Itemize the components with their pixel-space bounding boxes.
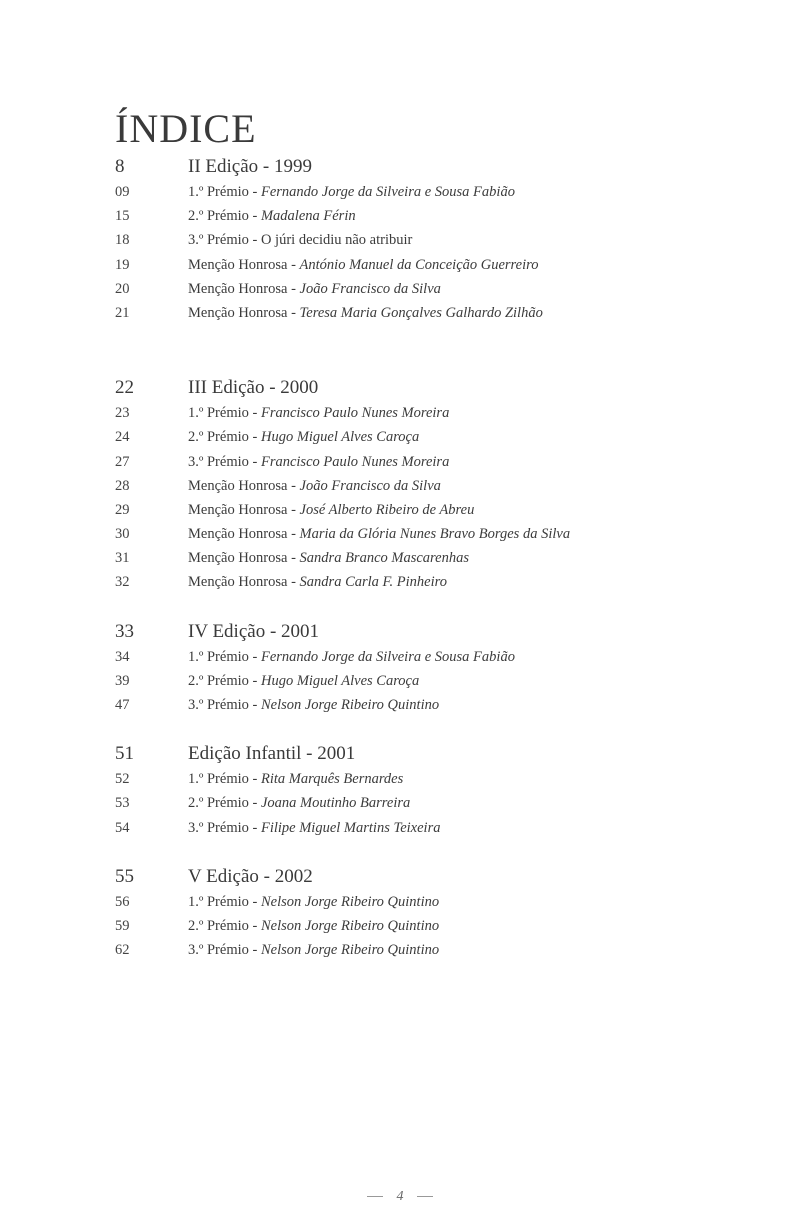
entry-author-name: Nelson Jorge Ribeiro Quintino xyxy=(260,942,440,959)
entry-author-name: Nelson Jorge Ribeiro Quintino xyxy=(260,697,440,713)
entry-text xyxy=(188,942,439,959)
entry-page-number: 32 xyxy=(115,574,130,591)
toc-entry[interactable] xyxy=(115,795,735,819)
toc-section xyxy=(115,377,735,599)
entry-text xyxy=(188,574,447,591)
entry-page-number: 34 xyxy=(115,648,130,665)
entry-award-label: 2.º Prémio - xyxy=(188,429,261,446)
toc-entry[interactable] xyxy=(115,184,735,208)
entry-award-label: 3.º Prémio - O júri decidiu não atribuir xyxy=(188,232,413,249)
entry-text xyxy=(188,208,356,225)
entry-award-label: 3.º Prémio - xyxy=(188,942,261,959)
entry-page-number: 59 xyxy=(115,917,130,934)
entry-author-name: Teresa Maria Gonçalves Galhardo Zilhão xyxy=(299,304,543,321)
toc-entry[interactable] xyxy=(115,257,735,281)
entry-author-name: Nelson Jorge Ribeiro Quintino xyxy=(260,917,440,934)
entry-text xyxy=(188,232,412,249)
entry-page-number: 28 xyxy=(115,477,130,494)
section-heading[interactable] xyxy=(115,743,735,771)
entry-text xyxy=(188,894,439,911)
page-footer xyxy=(0,1189,800,1205)
entry-page-number: 20 xyxy=(115,280,130,297)
section-heading[interactable] xyxy=(115,621,735,649)
section-spacer xyxy=(115,599,735,621)
toc-entry[interactable] xyxy=(115,942,735,966)
entry-award-label: 2.º Prémio - xyxy=(188,917,261,934)
entry-award-label: 1.º Prémio - xyxy=(188,405,261,422)
entry-text xyxy=(188,697,439,714)
entry-author-name: Hugo Miguel Alves Caroça xyxy=(260,429,420,446)
entry-text xyxy=(188,918,439,935)
footer-dash-right xyxy=(417,1196,433,1197)
entry-award-label: Menção Honrosa - xyxy=(188,256,300,273)
toc-entry[interactable] xyxy=(115,550,735,574)
section-page-number: 51 xyxy=(115,743,134,765)
entry-page-number: 24 xyxy=(115,429,130,446)
entry-award-label: 1.º Prémio - xyxy=(188,648,261,665)
page-title: ÍNDICE xyxy=(115,105,257,151)
entry-award-label: 1.º Prémio - xyxy=(188,184,261,200)
toc-entry[interactable] xyxy=(115,208,735,232)
entry-author-name: Sandra Carla F. Pinheiro xyxy=(299,574,447,591)
entry-page-number: 62 xyxy=(115,942,130,959)
entry-text xyxy=(188,454,449,471)
entry-author-name: Rita Marquês Bernardes xyxy=(260,771,404,788)
entry-author-name: Joana Moutinho Barreira xyxy=(260,795,411,812)
toc-entry[interactable] xyxy=(115,526,735,550)
entry-author-name: João Francisco da Silva xyxy=(299,477,441,494)
toc-entry[interactable] xyxy=(115,574,735,598)
toc-entry[interactable] xyxy=(115,232,735,256)
section-spacer xyxy=(115,329,735,377)
entry-author-name: Nelson Jorge Ribeiro Quintino xyxy=(260,893,440,910)
entry-author-name: Sandra Branco Mascarenhas xyxy=(299,550,469,567)
entry-award-label: 1.º Prémio - xyxy=(188,771,261,788)
entry-page-number: 29 xyxy=(115,501,130,518)
entry-page-number: 53 xyxy=(115,795,130,812)
toc-entry[interactable] xyxy=(115,649,735,673)
entry-page-number: 09 xyxy=(115,184,130,200)
entry-author-name: Fernando Jorge da Silveira e Sousa Fabião xyxy=(260,648,515,665)
section-title: III Edição - 2000 xyxy=(188,377,319,399)
section-spacer xyxy=(115,844,735,866)
entry-page-number: 30 xyxy=(115,526,130,543)
section-title: II Edição - 1999 xyxy=(188,156,312,177)
section-heading[interactable] xyxy=(115,377,735,405)
entry-text xyxy=(188,184,515,201)
entry-page-number: 21 xyxy=(115,304,130,321)
entry-award-label: 3.º Prémio - xyxy=(188,819,261,836)
entry-page-number: 54 xyxy=(115,819,130,836)
toc-entry[interactable] xyxy=(115,405,735,429)
entry-author-name: Madalena Férin xyxy=(260,208,356,225)
entry-text xyxy=(188,502,474,519)
entry-text xyxy=(188,550,469,567)
entry-text xyxy=(188,429,419,446)
entry-text xyxy=(188,526,570,543)
entry-page-number: 18 xyxy=(115,232,130,249)
entry-text xyxy=(188,405,449,422)
section-page-number: 8 xyxy=(115,156,125,177)
entry-award-label: Menção Honrosa - xyxy=(188,550,300,567)
entry-text xyxy=(188,795,410,812)
entry-page-number: 56 xyxy=(115,893,130,910)
section-page-number: 33 xyxy=(115,620,134,642)
entry-page-number: 19 xyxy=(115,256,130,273)
toc-entry[interactable] xyxy=(115,305,735,329)
entry-award-label: 3.º Prémio - xyxy=(188,697,261,713)
entry-author-name: Fernando Jorge da Silveira e Sousa Fabião xyxy=(260,184,515,200)
entry-page-number: 52 xyxy=(115,771,130,788)
section-page-number: 55 xyxy=(115,865,134,887)
section-spacer xyxy=(115,721,735,743)
entry-author-name: Maria da Glória Nunes Bravo Borges da Silva xyxy=(299,526,571,543)
toc-section xyxy=(115,743,735,844)
entry-award-label: Menção Honrosa - xyxy=(188,304,300,321)
entry-award-label: Menção Honrosa - xyxy=(188,501,300,518)
entry-page-number: 39 xyxy=(115,672,130,689)
entry-text xyxy=(188,478,441,495)
entry-author-name: Hugo Miguel Alves Caroça xyxy=(260,672,420,689)
entry-award-label: Menção Honrosa - xyxy=(188,477,300,494)
entry-award-label: 2.º Prémio - xyxy=(188,672,261,689)
entry-author-name: João Francisco da Silva xyxy=(299,280,441,297)
table-of-contents xyxy=(115,156,735,966)
entry-award-label: 2.º Prémio - xyxy=(188,795,261,812)
toc-entry[interactable] xyxy=(115,771,735,795)
entry-award-label: 1.º Prémio - xyxy=(188,893,261,910)
entry-text xyxy=(188,281,441,298)
toc-entry[interactable] xyxy=(115,429,735,453)
page-number: 4 xyxy=(396,1189,404,1204)
entry-text xyxy=(188,257,539,274)
entry-text xyxy=(188,673,419,690)
entry-author-name: Francisco Paulo Nunes Moreira xyxy=(260,405,450,422)
entry-author-name: José Alberto Ribeiro de Abreu xyxy=(299,501,475,518)
toc-entry[interactable] xyxy=(115,894,735,918)
toc-entry[interactable] xyxy=(115,918,735,942)
entry-author-name: Francisco Paulo Nunes Moreira xyxy=(260,453,450,470)
entry-text xyxy=(188,820,440,837)
toc-entry[interactable] xyxy=(115,478,735,502)
entry-award-label: Menção Honrosa - xyxy=(188,574,300,591)
entry-author-name: António Manuel da Conceição Guerreiro xyxy=(299,256,539,273)
entry-text xyxy=(188,305,543,322)
entry-text xyxy=(188,649,515,666)
entry-page-number: 23 xyxy=(115,405,130,422)
entry-award-label: 2.º Prémio - xyxy=(188,208,261,225)
toc-entry[interactable] xyxy=(115,502,735,526)
section-title: Edição Infantil - 2001 xyxy=(188,743,356,765)
entry-page-number: 15 xyxy=(115,208,130,225)
toc-entry[interactable] xyxy=(115,673,735,697)
entry-award-label: Menção Honrosa - xyxy=(188,526,300,543)
entry-page-number: 47 xyxy=(115,697,130,713)
toc-section xyxy=(115,866,735,967)
toc-entry[interactable] xyxy=(115,281,735,305)
entry-text xyxy=(188,771,403,788)
entry-author-name: Filipe Miguel Martins Teixeira xyxy=(260,819,441,836)
section-title: IV Edição - 2001 xyxy=(188,620,320,642)
toc-entry[interactable] xyxy=(115,697,735,721)
footer-dash-left xyxy=(367,1196,383,1197)
toc-entry[interactable] xyxy=(115,454,735,478)
toc-section xyxy=(115,156,735,329)
entry-page-number: 27 xyxy=(115,453,130,470)
section-title: V Edição - 2002 xyxy=(188,865,313,887)
entry-award-label: 3.º Prémio - xyxy=(188,453,261,470)
entry-page-number: 31 xyxy=(115,550,130,567)
toc-entry[interactable] xyxy=(115,820,735,844)
entry-award-label: Menção Honrosa - xyxy=(188,280,300,297)
section-heading[interactable] xyxy=(115,866,735,894)
toc-section xyxy=(115,621,735,722)
section-page-number: 22 xyxy=(115,377,134,399)
section-heading[interactable] xyxy=(115,156,735,184)
